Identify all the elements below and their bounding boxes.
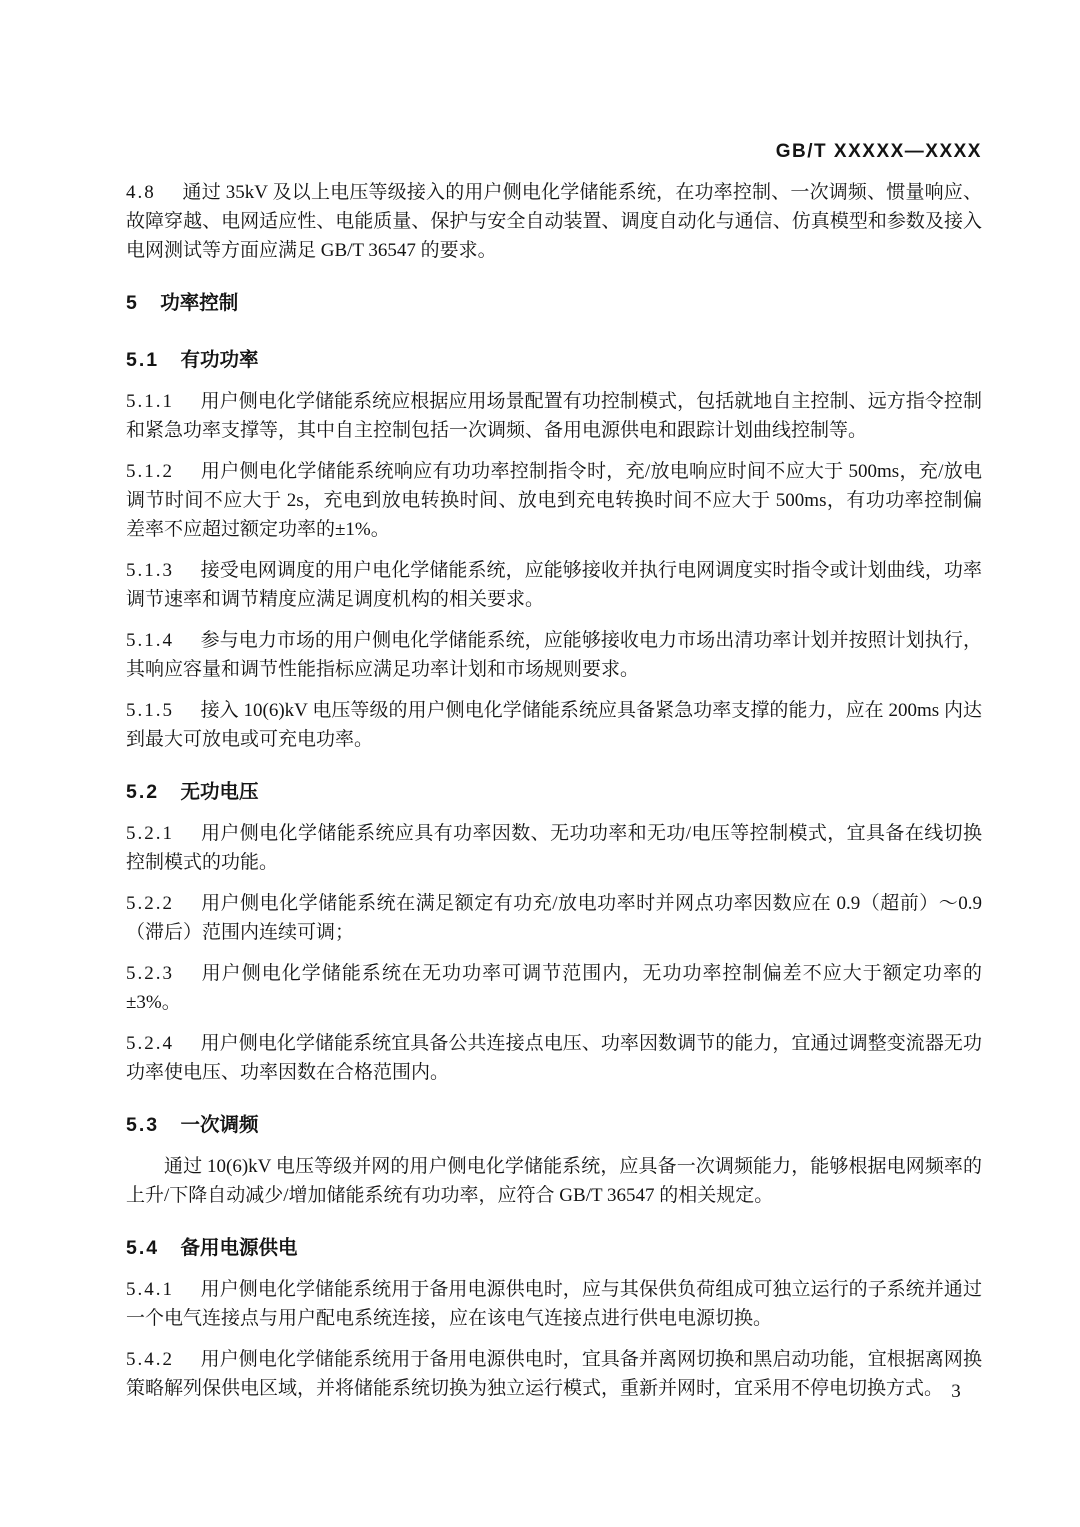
clause-number: 5.4.2 xyxy=(126,1349,174,1370)
clause-text: 用户侧电化学储能系统用于备用电源供电时，宜具备并离网切换和黑启动功能，宜根据离网换策略解列保供电区域，并将储能系统切换为独立运行模式，重新并网时，宜采用不停电切换方式。 xyxy=(126,1349,982,1399)
clause-text: 用户侧电化学储能系统在满足额定有功充/放电功率时并网点功率因数应在 0.9（超前）～0.9（滞后）范围内连续可调； xyxy=(126,893,982,943)
clause-number: 5.2.1 xyxy=(126,823,174,844)
section-title: 有功功率 xyxy=(180,349,259,371)
section-5-2-heading xyxy=(126,778,982,807)
clause-text: 用户侧电化学储能系统应具有功率因数、无功功率和无功/电压等控制模式，宜具备在线切换控制模式的功能。 xyxy=(126,823,982,873)
section-title: 备用电源供电 xyxy=(180,1237,298,1259)
section-number: 5.4 xyxy=(126,1237,160,1259)
doc-code-header: GB/T XXXXX—XXXX xyxy=(775,141,982,162)
section-number: 5.1 xyxy=(126,349,160,371)
clause-5-4-2 xyxy=(126,1345,982,1403)
clause-5-1-4 xyxy=(126,626,982,684)
clause-number: 5.1.5 xyxy=(126,700,174,721)
clause-number: 5.2.4 xyxy=(126,1033,174,1054)
clause-text: 用户侧电化学储能系统在无功功率可调节范围内，无功功率控制偏差不应大于额定功率的±3%。 xyxy=(126,963,982,1013)
chapter-title: 功率控制 xyxy=(160,292,239,314)
clause-text: 用户侧电化学储能系统响应有功功率控制指令时，充/放电响应时间不应大于 500ms，充/放电调节时间不应大于 2s，充电到放电转换时间、放电到充电转换时间不应大于 500ms，有功功率控制偏差率不应超过额定功率的±1%。 xyxy=(126,461,982,540)
chapter-number: 5 xyxy=(126,292,139,314)
clause-5-2-1 xyxy=(126,819,982,877)
clause-text: 接入 10(6)kV 电压等级的用户侧电化学储能系统应具备紧急功率支撑的能力，应在 200ms 内达到最大可放电或可充电功率。 xyxy=(126,700,982,750)
clause-4-8 xyxy=(126,178,982,265)
clause-number: 4.8 xyxy=(126,182,156,203)
page-number: 3 xyxy=(951,1381,961,1402)
chapter-5-heading xyxy=(126,289,982,318)
clause-number: 5.1.3 xyxy=(126,560,174,581)
clause-5-1-2 xyxy=(126,457,982,544)
section-title: 一次调频 xyxy=(180,1114,259,1136)
clause-number: 5.1.2 xyxy=(126,461,174,482)
clause-text: 通过 35kV 及以上电压等级接入的用户侧电化学储能系统，在功率控制、一次调频、惯量响应、故障穿越、电网适应性、电能质量、保护与安全自动装置、调度自动化与通信、仿真模型和参数及接入电网测试等方面应满足 GB/T 36547 的要求。 xyxy=(126,182,982,261)
clause-number: 5.2.3 xyxy=(126,963,174,984)
section-number: 5.2 xyxy=(126,781,160,803)
clause-number: 5.1.4 xyxy=(126,630,174,651)
clause-5-1-3 xyxy=(126,556,982,614)
clause-5-4-1 xyxy=(126,1275,982,1333)
clause-text: 用户侧电化学储能系统应根据应用场景配置有功控制模式，包括就地自主控制、远方指令控制和紧急功率支撑等，其中自主控制包括一次调频、备用电源供电和跟踪计划曲线控制等。 xyxy=(126,391,982,441)
clause-text: 接受电网调度的用户电化学储能系统，应能够接收并执行电网调度实时指令或计划曲线，功率调节速率和调节精度应满足调度机构的相关要求。 xyxy=(126,560,982,610)
section-number: 5.3 xyxy=(126,1114,160,1136)
clause-5-1-1 xyxy=(126,387,982,445)
section-5-4-heading xyxy=(126,1234,982,1263)
clause-5-1-5 xyxy=(126,696,982,754)
clause-number: 5.2.2 xyxy=(126,893,174,914)
clause-5-2-3 xyxy=(126,959,982,1017)
clause-text: 用户侧电化学储能系统宜具备公共连接点电压、功率因数调节的能力，宜通过调整变流器无功功率使电压、功率因数在合格范围内。 xyxy=(126,1033,982,1083)
section-5-1-heading xyxy=(126,346,982,375)
clause-5-2-4 xyxy=(126,1029,982,1087)
clause-text: 用户侧电化学储能系统用于备用电源供电时，应与其保供负荷组成可独立运行的子系统并通过一个电气连接点与用户配电系统连接，应在该电气连接点进行供电电源切换。 xyxy=(126,1279,982,1329)
clause-number: 5.1.1 xyxy=(126,391,174,412)
clause-text: 通过 10(6)kV 电压等级并网的用户侧电化学储能系统，应具备一次调频能力，能够根据电网频率的上升/下降自动减少/增加储能系统有功功率，应符合 GB/T 36547 的相关规定。 xyxy=(126,1156,982,1206)
section-5-3-paragraph xyxy=(126,1152,982,1210)
section-title: 无功电压 xyxy=(180,781,259,803)
section-5-3-heading xyxy=(126,1111,982,1140)
clause-5-2-2 xyxy=(126,889,982,947)
clause-text: 参与电力市场的用户侧电化学储能系统，应能够接收电力市场出清功率计划并按照计划执行，其响应容量和调节性能指标应满足功率计划和市场规则要求。 xyxy=(126,630,982,680)
clause-number: 5.4.1 xyxy=(126,1279,174,1300)
